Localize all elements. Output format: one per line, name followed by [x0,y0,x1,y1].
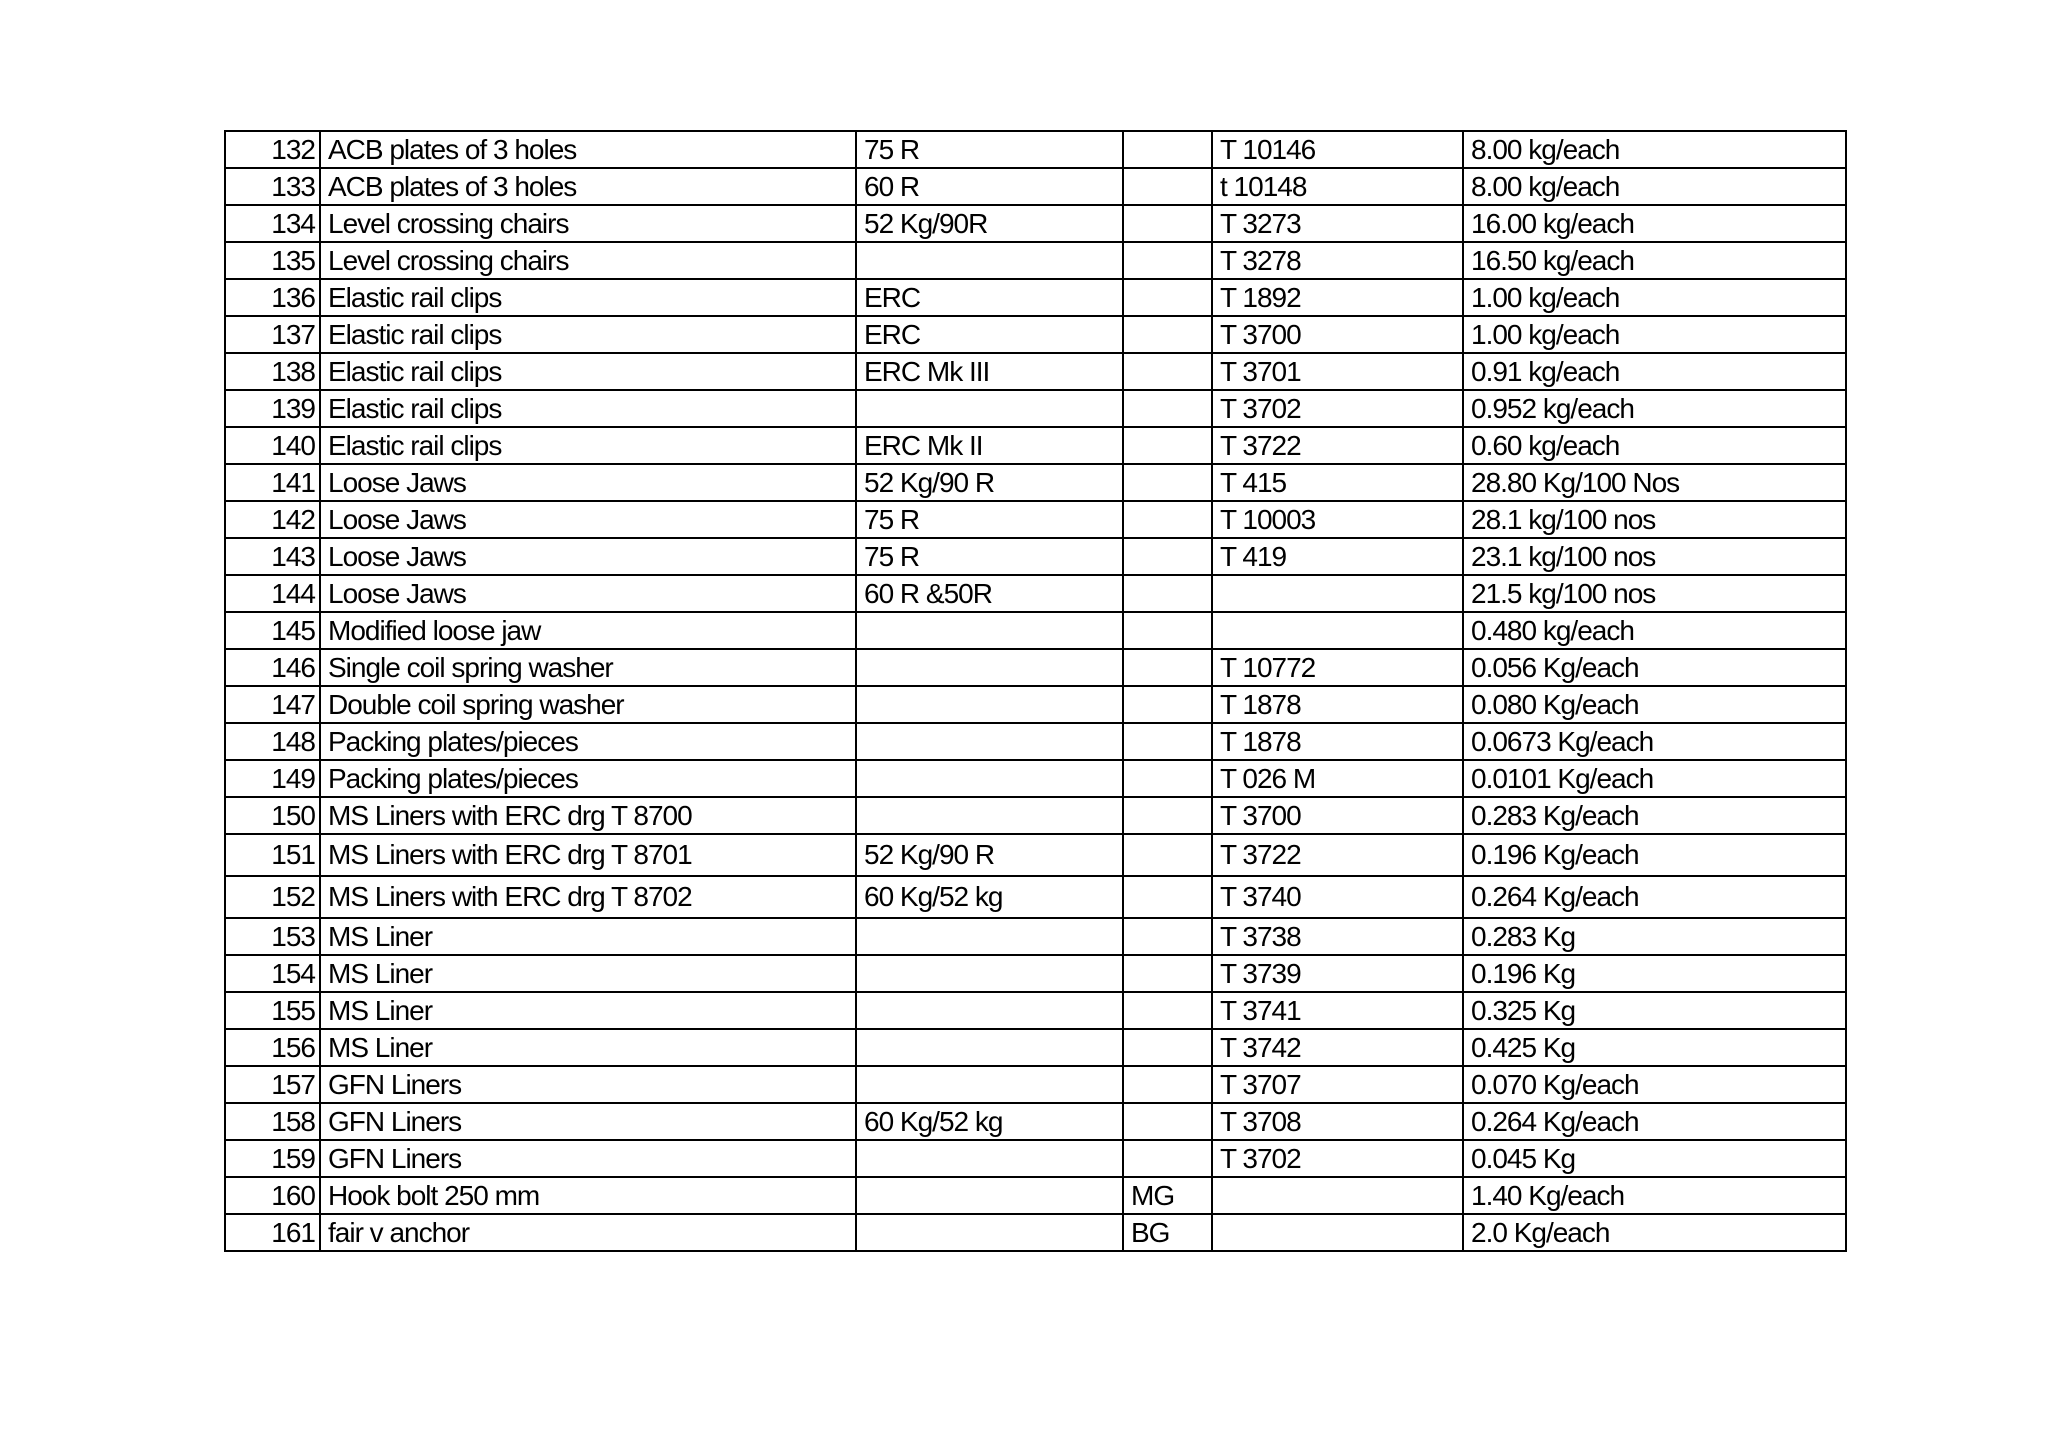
serial-number-cell: 139 [225,390,320,427]
table-row [225,575,1846,612]
description-cell: Packing plates/pieces [320,723,856,760]
section-cell [856,1029,1123,1066]
drawing-number-cell: T 3739 [1212,955,1463,992]
table-row [225,205,1846,242]
drawing-number-cell [1212,1214,1463,1251]
drawing-number-cell: T 3742 [1212,1029,1463,1066]
section-cell [856,1140,1123,1177]
table-row [225,1066,1846,1103]
serial-number-cell: 134 [225,205,320,242]
section-cell [856,723,1123,760]
serial-number-cell: 151 [225,834,320,876]
description-cell: fair v anchor [320,1214,856,1251]
drawing-number-cell: t 10148 [1212,168,1463,205]
section-cell [856,390,1123,427]
drawing-number-cell: T 3722 [1212,427,1463,464]
section-cell: 52 Kg/90 R [856,464,1123,501]
serial-number-cell: 156 [225,1029,320,1066]
section-cell: 52 Kg/90R [856,205,1123,242]
gauge-cell: BG [1123,1214,1212,1251]
weight-cell: 0.952 kg/each [1463,390,1846,427]
gauge-cell [1123,992,1212,1029]
weight-cell: 1.40 Kg/each [1463,1177,1846,1214]
table-row [225,992,1846,1029]
gauge-cell [1123,918,1212,955]
description-cell: Loose Jaws [320,501,856,538]
serial-number-cell: 144 [225,575,320,612]
drawing-number-cell: T 026 M [1212,760,1463,797]
section-cell: 75 R [856,538,1123,575]
drawing-number-cell: T 3273 [1212,205,1463,242]
serial-number-cell: 138 [225,353,320,390]
gauge-cell [1123,427,1212,464]
section-cell [856,649,1123,686]
gauge-cell [1123,501,1212,538]
gauge-cell [1123,612,1212,649]
serial-number-cell: 155 [225,992,320,1029]
serial-number-cell: 152 [225,876,320,918]
description-cell: MS Liners with ERC drg T 8701 [320,834,856,876]
drawing-number-cell: T 3278 [1212,242,1463,279]
table-row [225,797,1846,834]
description-cell: Double coil spring washer [320,686,856,723]
serial-number-cell: 135 [225,242,320,279]
weight-cell: 0.196 Kg/each [1463,834,1846,876]
section-cell [856,797,1123,834]
weight-cell: 16.00 kg/each [1463,205,1846,242]
drawing-number-cell: T 10146 [1212,131,1463,168]
drawing-number-cell: T 3741 [1212,992,1463,1029]
drawing-number-cell [1212,612,1463,649]
item-weights-table-body [225,131,1846,1251]
weight-cell: 2.0 Kg/each [1463,1214,1846,1251]
description-cell: Elastic rail clips [320,353,856,390]
drawing-number-cell: T 3702 [1212,390,1463,427]
table-row [225,649,1846,686]
section-cell [856,760,1123,797]
weights-table-sheet [224,130,1845,1252]
table-row [225,131,1846,168]
table-row [225,1214,1846,1251]
serial-number-cell: 133 [225,168,320,205]
description-cell: GFN Liners [320,1103,856,1140]
drawing-number-cell: T 3707 [1212,1066,1463,1103]
drawing-number-cell: T 3722 [1212,834,1463,876]
gauge-cell [1123,1029,1212,1066]
drawing-number-cell: T 3708 [1212,1103,1463,1140]
description-cell: Elastic rail clips [320,279,856,316]
gauge-cell [1123,464,1212,501]
table-row [225,390,1846,427]
drawing-number-cell [1212,575,1463,612]
table-row [225,686,1846,723]
drawing-number-cell: T 10003 [1212,501,1463,538]
table-row [225,501,1846,538]
drawing-number-cell: T 3700 [1212,316,1463,353]
table-row [225,723,1846,760]
weight-cell: 0.480 kg/each [1463,612,1846,649]
description-cell: Elastic rail clips [320,427,856,464]
table-row [225,353,1846,390]
drawing-number-cell: T 3702 [1212,1140,1463,1177]
serial-number-cell: 137 [225,316,320,353]
table-row [225,918,1846,955]
description-cell: MS Liners with ERC drg T 8700 [320,797,856,834]
description-cell: MS Liner [320,1029,856,1066]
table-row [225,955,1846,992]
drawing-number-cell: T 1878 [1212,723,1463,760]
weight-cell: 0.425 Kg [1463,1029,1846,1066]
weight-cell: 0.264 Kg/each [1463,876,1846,918]
description-cell: MS Liner [320,955,856,992]
serial-number-cell: 140 [225,427,320,464]
description-cell: Elastic rail clips [320,390,856,427]
weight-cell: 23.1 kg/100 nos [1463,538,1846,575]
table-row [225,538,1846,575]
gauge-cell [1123,955,1212,992]
gauge-cell [1123,876,1212,918]
weight-cell: 16.50 kg/each [1463,242,1846,279]
gauge-cell [1123,1103,1212,1140]
serial-number-cell: 145 [225,612,320,649]
serial-number-cell: 146 [225,649,320,686]
gauge-cell [1123,205,1212,242]
gauge-cell [1123,723,1212,760]
serial-number-cell: 136 [225,279,320,316]
gauge-cell: MG [1123,1177,1212,1214]
section-cell: ERC Mk III [856,353,1123,390]
drawing-number-cell [1212,1177,1463,1214]
gauge-cell [1123,279,1212,316]
description-cell: Single coil spring washer [320,649,856,686]
drawing-number-cell: T 3700 [1212,797,1463,834]
serial-number-cell: 161 [225,1214,320,1251]
weight-cell: 8.00 kg/each [1463,168,1846,205]
drawing-number-cell: T 3701 [1212,353,1463,390]
weight-cell: 0.325 Kg [1463,992,1846,1029]
description-cell: Loose Jaws [320,538,856,575]
drawing-number-cell: T 419 [1212,538,1463,575]
section-cell: ERC [856,316,1123,353]
gauge-cell [1123,242,1212,279]
weight-cell: 0.056 Kg/each [1463,649,1846,686]
gauge-cell [1123,834,1212,876]
serial-number-cell: 143 [225,538,320,575]
section-cell [856,1214,1123,1251]
description-cell: MS Liner [320,918,856,955]
description-cell: GFN Liners [320,1140,856,1177]
serial-number-cell: 153 [225,918,320,955]
serial-number-cell: 154 [225,955,320,992]
description-cell: Loose Jaws [320,575,856,612]
section-cell: 75 R [856,131,1123,168]
table-row [225,279,1846,316]
description-cell: MS Liner [320,992,856,1029]
description-cell: Loose Jaws [320,464,856,501]
weight-cell: 28.1 kg/100 nos [1463,501,1846,538]
gauge-cell [1123,686,1212,723]
gauge-cell [1123,390,1212,427]
serial-number-cell: 159 [225,1140,320,1177]
section-cell [856,612,1123,649]
gauge-cell [1123,1140,1212,1177]
section-cell [856,686,1123,723]
section-cell: 60 Kg/52 kg [856,876,1123,918]
item-weights-table [224,130,1847,1252]
serial-number-cell: 160 [225,1177,320,1214]
drawing-number-cell: T 3738 [1212,918,1463,955]
section-cell: ERC Mk II [856,427,1123,464]
weight-cell: 21.5 kg/100 nos [1463,575,1846,612]
gauge-cell [1123,168,1212,205]
table-row [225,876,1846,918]
section-cell [856,1177,1123,1214]
serial-number-cell: 148 [225,723,320,760]
weight-cell: 0.080 Kg/each [1463,686,1846,723]
weight-cell: 0.045 Kg [1463,1140,1846,1177]
gauge-cell [1123,575,1212,612]
drawing-number-cell: T 1892 [1212,279,1463,316]
weight-cell: 0.0101 Kg/each [1463,760,1846,797]
gauge-cell [1123,316,1212,353]
table-row [225,1103,1846,1140]
table-row [225,242,1846,279]
drawing-number-cell: T 415 [1212,464,1463,501]
gauge-cell [1123,353,1212,390]
description-cell: Packing plates/pieces [320,760,856,797]
drawing-number-cell: T 10772 [1212,649,1463,686]
gauge-cell [1123,797,1212,834]
serial-number-cell: 149 [225,760,320,797]
weight-cell: 0.196 Kg [1463,955,1846,992]
table-row [225,1140,1846,1177]
section-cell [856,992,1123,1029]
gauge-cell [1123,760,1212,797]
description-cell: ACB plates of 3 holes [320,131,856,168]
table-row [225,760,1846,797]
description-cell: ACB plates of 3 holes [320,168,856,205]
weight-cell: 0.0673 Kg/each [1463,723,1846,760]
drawing-number-cell: T 1878 [1212,686,1463,723]
gauge-cell [1123,131,1212,168]
drawing-number-cell: T 3740 [1212,876,1463,918]
section-cell [856,918,1123,955]
description-cell: Modified loose jaw [320,612,856,649]
weight-cell: 1.00 kg/each [1463,316,1846,353]
description-cell: GFN Liners [320,1066,856,1103]
weight-cell: 8.00 kg/each [1463,131,1846,168]
weight-cell: 28.80 Kg/100 Nos [1463,464,1846,501]
weight-cell: 0.264 Kg/each [1463,1103,1846,1140]
serial-number-cell: 141 [225,464,320,501]
description-cell: Level crossing chairs [320,205,856,242]
table-row [225,1029,1846,1066]
gauge-cell [1123,1066,1212,1103]
table-row [225,834,1846,876]
serial-number-cell: 150 [225,797,320,834]
section-cell [856,1066,1123,1103]
serial-number-cell: 147 [225,686,320,723]
weight-cell: 0.91 kg/each [1463,353,1846,390]
section-cell: 60 R &50R [856,575,1123,612]
section-cell: 75 R [856,501,1123,538]
section-cell: 60 Kg/52 kg [856,1103,1123,1140]
section-cell: 60 R [856,168,1123,205]
serial-number-cell: 157 [225,1066,320,1103]
weight-cell: 0.283 Kg/each [1463,797,1846,834]
table-row [225,612,1846,649]
weight-cell: 0.070 Kg/each [1463,1066,1846,1103]
description-cell: Level crossing chairs [320,242,856,279]
table-row [225,1177,1846,1214]
serial-number-cell: 158 [225,1103,320,1140]
section-cell: 52 Kg/90 R [856,834,1123,876]
weight-cell: 0.283 Kg [1463,918,1846,955]
table-row [225,168,1846,205]
serial-number-cell: 132 [225,131,320,168]
table-row [225,427,1846,464]
table-row [225,464,1846,501]
description-cell: MS Liners with ERC drg T 8702 [320,876,856,918]
description-cell: Hook bolt 250 mm [320,1177,856,1214]
description-cell: Elastic rail clips [320,316,856,353]
table-row [225,316,1846,353]
section-cell [856,955,1123,992]
gauge-cell [1123,538,1212,575]
gauge-cell [1123,649,1212,686]
section-cell [856,242,1123,279]
weight-cell: 0.60 kg/each [1463,427,1846,464]
weight-cell: 1.00 kg/each [1463,279,1846,316]
serial-number-cell: 142 [225,501,320,538]
section-cell: ERC [856,279,1123,316]
